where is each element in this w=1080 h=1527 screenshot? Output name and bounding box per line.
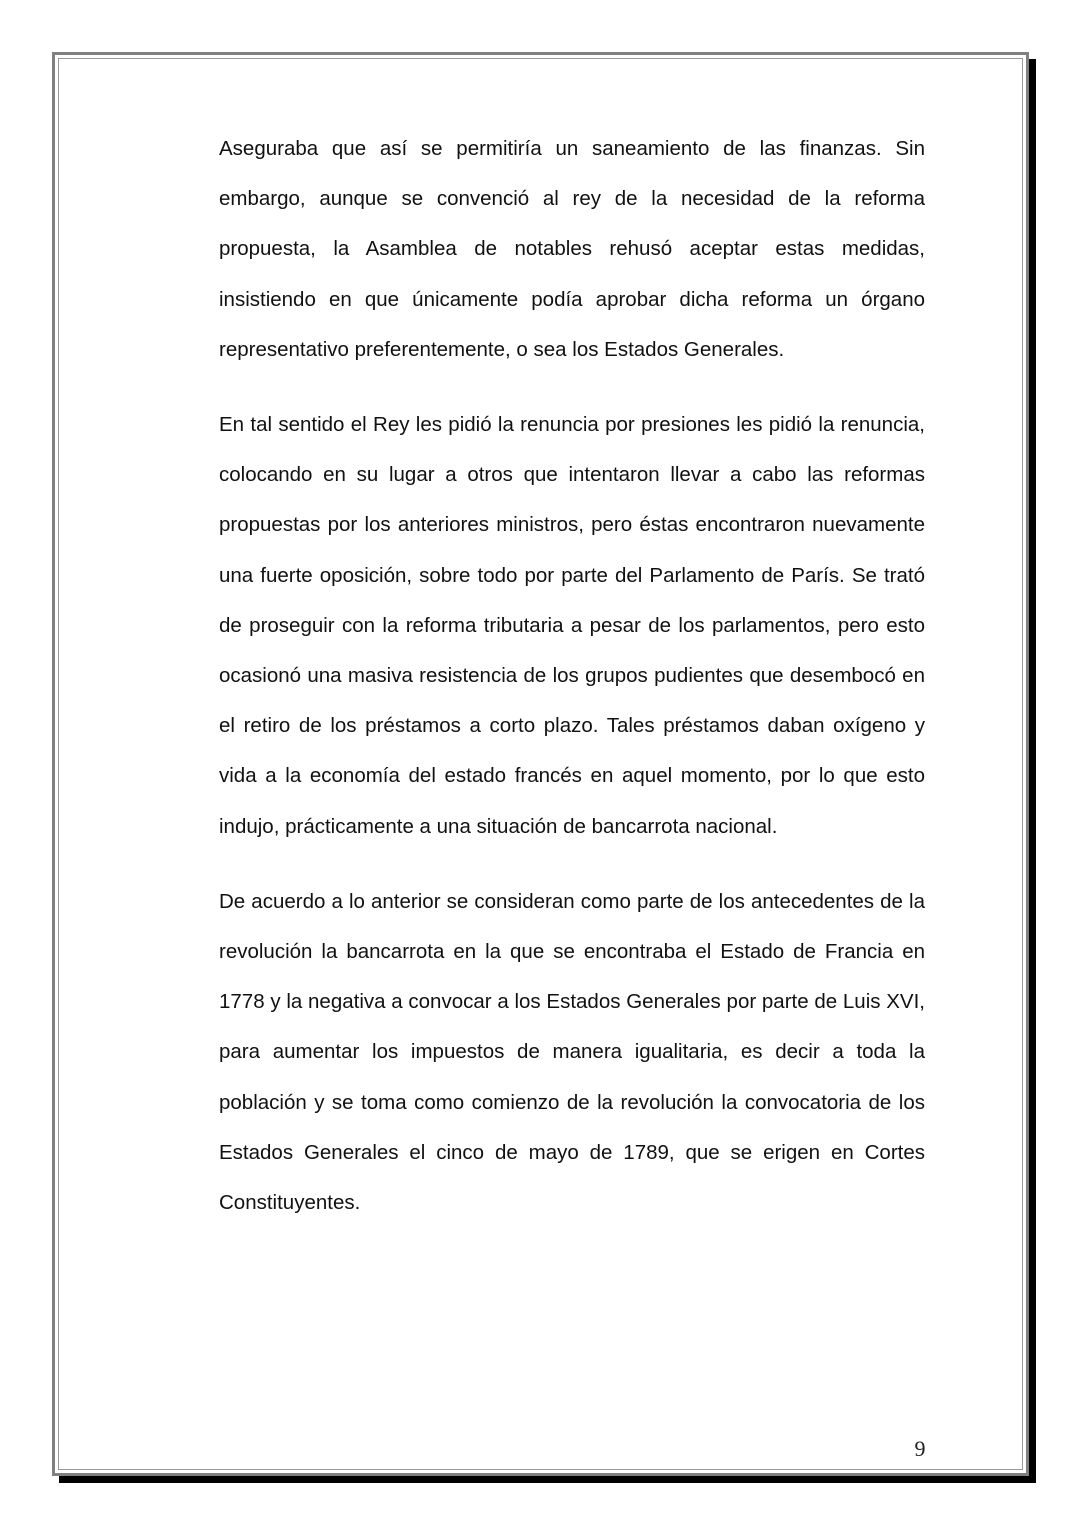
paragraph-1: Aseguraba que así se permitiría un saneamiento de las finanzas. Sin embargo, aunque se convenció al rey de la necesidad de la reforma propuesta, la Asamblea de notables rehusó aceptar estas medidas, insistiendo en que únicamente podía aprobar dicha reforma un órgano representativo preferentemente, o sea los Estados Generales. bbox=[219, 137, 925, 361]
paragraph-3: De acuerdo a lo anterior se consideran como parte de los antecedentes de la revolución la bancarrota en la que se encontraba el Estado de Francia en 1778 y la negativa a convocar a los Estados Generales por parte de Luis XVI, para aumentar los impuestos de manera igualitaria, es decir a toda la población y se toma como comienzo de la revolución la convocatoria de los Estados Generales el cinco de mayo de 1789, que se erigen en Cortes Constituyentes. bbox=[219, 889, 925, 1215]
document-body bbox=[219, 124, 925, 1253]
page-number: 9 bbox=[914, 1436, 926, 1461]
paragraph-2: En tal sentido el Rey les pidió la renuncia por presiones les pidió la renuncia, colocando en su lugar a otros que intentaron llevar a cabo las reformas propuestas por los anteriores ministros, pero éstas encontraron nuevamente una fuerte oposición, sobre todo por parte del Parlamento de París. Se trató de proseguir con la reforma tributaria a pesar de los parlamentos, pero esto ocasionó una masiva resistencia de los grupos pudientes que desembocó en el retiro de los préstamos a corto plazo. Tales préstamos daban oxígeno y vida a la economía del estado francés en aquel momento, por lo que esto indujo, prácticamente a una situación de bancarrota nacional. bbox=[219, 413, 925, 838]
